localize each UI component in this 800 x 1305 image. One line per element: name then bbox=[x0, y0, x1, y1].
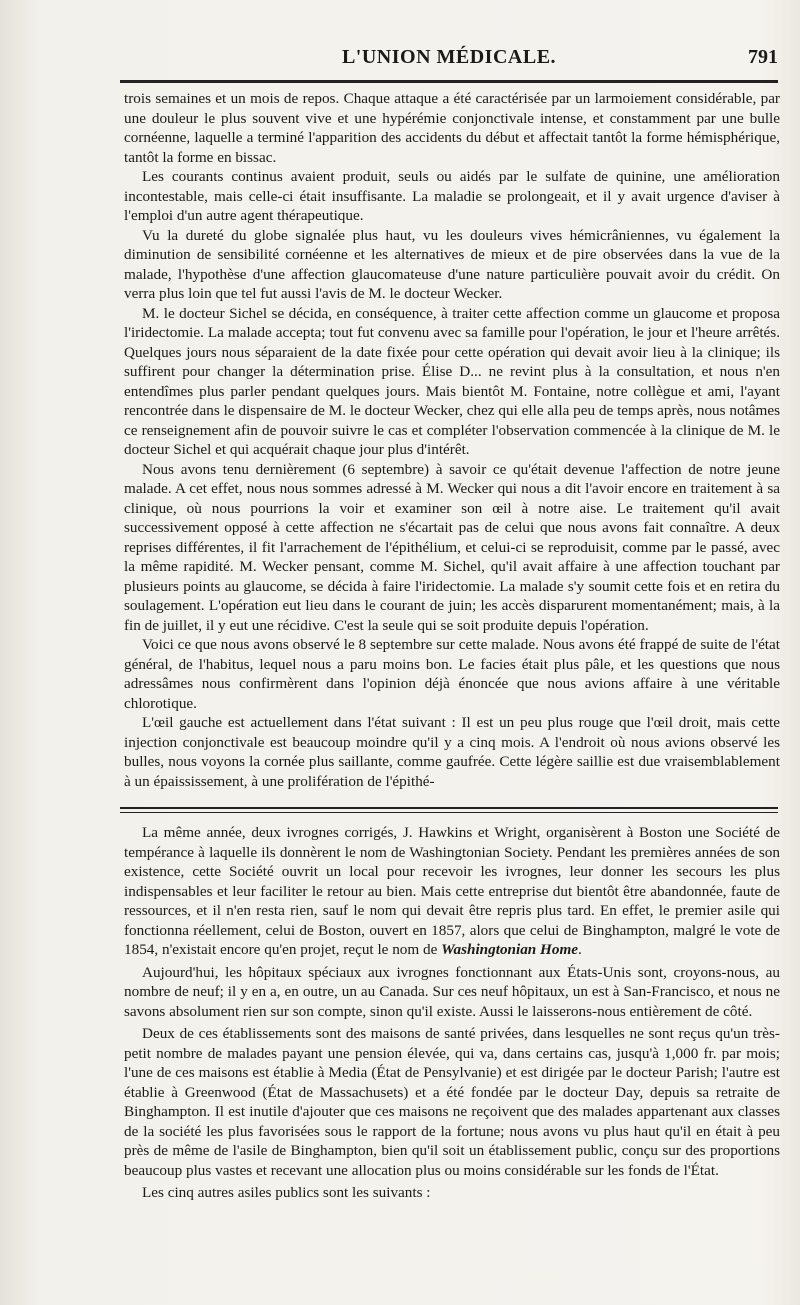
paragraph: trois semaines et un mois de repos. Chaque attaque a été caractérisée par un larmoiement considérable, par une douleur le plus souvent vive et une hypérémie conjonctivale intense, et constamment par une bulle cornéenne, laquelle a terminé l'apparition des accidents du début et affectait tantôt la forme hémisphérique, tantôt la forme en bissac. bbox=[124, 90, 780, 166]
page-number: 791 bbox=[748, 46, 778, 68]
paragraph: Nous avons tenu dernièrement (6 septembre) à savoir ce qu'était devenue l'affection de notre jeune malade. A cet effet, nous nous sommes adressé à M. Wecker qui nous a dit l'avoir encore en traitement à sa clinique, où nous pourrions la voir et examiner son œil à notre aise. Le traitement qu'il avait successivement opposé à cette affection ne s'écartait pas de celui que nous avons fait connaître. A deux reprises différentes, il fit l'arrachement de l'épithélium, et celui-ci se reproduisit, comme par le passé, avec la même rapidité. M. Wecker pensant, comme M. Sichel, qu'il avait affaire à une affection touchant par plusieurs points au glaucome, se décida à faire l'iridectomie. La malade s'y soumit cette fois et en retira du soulagement. L'opération eut lieu dans le courant de juin; les accès disparurent momentanément; mais, à la fin de juillet, il y eut une récidive. C'est la seule qui se soit produite depuis l'opération. bbox=[124, 460, 780, 634]
article-bottom bbox=[124, 823, 780, 1203]
article-top bbox=[124, 89, 780, 791]
paragraph: La même année, deux ivrognes corrigés, J. Hawkins et Wright, organisèrent à Boston une Société de tempérance à laquelle ils donnèrent le nom de Washingtonian Society. Pendant les premières années de son existence, cette Société ouvrit un local pour recevoir les ivrognes, leur donner les secours les plus indispensables et leur faciliter le retour au bien. Mais cette entreprise dut bientôt être abandonnée, faute de ressources, et il n'en resta rien, sauf le nom qui devait être repris plus tard. En effet, le premier asile qui fonctionna réellement, celui de Boston, ouvert en 1857, alors que celui de Binghampton, malgré le vote de 1854, n'existait encore qu'en projet, reçut le nom de Washingtonian Home. bbox=[124, 824, 780, 958]
paragraph: L'œil gauche est actuellement dans l'état suivant : Il est un peu plus rouge que l'œil droit, mais cette injection conjonctivale est beaucoup moindre qu'il y a cinq mois. A l'endroit où nous avions observé les bulles, nous voyons la cornée plus saillante, comme gaufrée. Cette légère saillie est due vraisemblablement à un épaississement, à une prolifération de l'épithé- bbox=[124, 714, 780, 790]
paragraph: M. le docteur Sichel se décida, en conséquence, à traiter cette affection comme un glaucome et proposa l'iridectomie. La malade accepta; tout fut convenu avec sa famille pour l'opération, le jour et l'heure arrêtés. Quelques jours nous séparaient de la date fixée pour cette opération qui devait avoir lieu à la clinique; ils suffirent pour changer la détermination prise. Élise D... ne revint plus à la consultation, et nous n'en entendîmes plus parler pendant quelques jours. Mais bientôt M. Fontaine, notre collègue et ami, l'ayant rencontrée dans le dispensaire de M. le docteur Wecker, chez qui elle alla peu de temps après, nous notâmes ce renseignement afin de pouvoir suivre le cas et compléter l'observation commencée à la clinique de M. le docteur Sichel et qui acquérait chaque jour plus d'intérêt. bbox=[124, 304, 780, 458]
section-rule-thin bbox=[120, 812, 778, 813]
paragraph: Les courants continus avaient produit, seuls ou aidés par le sulfate de quinine, une amélioration incontestable, mais celle-ci était insuffisante. La maladie se prolongeait, et il y avait urgence d'aviser à l'emploi d'un autre agent thérapeutique. bbox=[124, 168, 780, 224]
page-header bbox=[120, 46, 778, 76]
header-rule bbox=[120, 80, 778, 83]
paragraph: Deux de ces établissements sont des maisons de santé privées, dans lesquelles ne sont reçus qu'un très-petit nombre de malades payant une pension élevée, qui va, dans certains cas, jusqu'à 1,000 fr. par mois; l'une de ces maisons est établie à Media (État de Pensylvanie) et est dirigée par le docteur Parish; l'autre est établie à Greenwood (État de Massachusets) et a été fondée par le docteur Day, depuis sa retraite de Binghampton. Il est inutile d'ajouter que ces maisons ne reçoivent que des malades appartenant aux classes de la société les plus favorisées sous le rapport de la fortune; nous avons vu plus haut qu'il en était à peu près de même de l'asile de Binghampton, bien qu'il soit un établissement public, conçu sur des proportions beaucoup plus vastes et recevant une allocation plus ou moins considérable sur les fonds de l'État. bbox=[124, 1025, 780, 1179]
paragraph: Aujourd'hui, les hôpitaux spéciaux aux ivrognes fonctionnant aux États-Unis sont, croyons-nous, au nombre de neuf; il y en a, en outre, un au Canada. Sur ces neuf hôpitaux, un est à San-Francisco, et nous ne savons absolument rien sur son compte, sinon qu'il existe. Aussi le laisserons-nous entièrement de côté. bbox=[124, 963, 780, 1020]
italic-name: Washingtonian Home bbox=[441, 941, 579, 958]
paragraph: Voici ce que nous avons observé le 8 septembre sur cette malade. Nous avons été frappé de suite de l'état général, de l'habitus, lequel nous a paru moins bon. Le facies était plus pâle, et les questions que nous adressâmes nous confirmèrent dans l'opinion déjà énoncée que nous avions affaire à une véritable chlorotique. bbox=[124, 636, 780, 712]
running-title: L'UNION MÉDICALE. bbox=[341, 46, 557, 68]
section-rule bbox=[120, 807, 778, 809]
paragraph: Vu la dureté du globe signalée plus haut, vu les douleurs vives hémicrâniennes, vu également la diminution de sensibilité cornéenne et les alternatives de mieux et de pire observées dans la vue de la malade, l'hypothèse d'une affection glaucomateuse d'une nature particulière pouvait avoir du crédit. On verra plus loin que tel fut aussi l'avis de M. le docteur Wecker. bbox=[124, 226, 780, 302]
paragraph: Les cinq autres asiles publics sont les suivants : bbox=[142, 1184, 431, 1201]
